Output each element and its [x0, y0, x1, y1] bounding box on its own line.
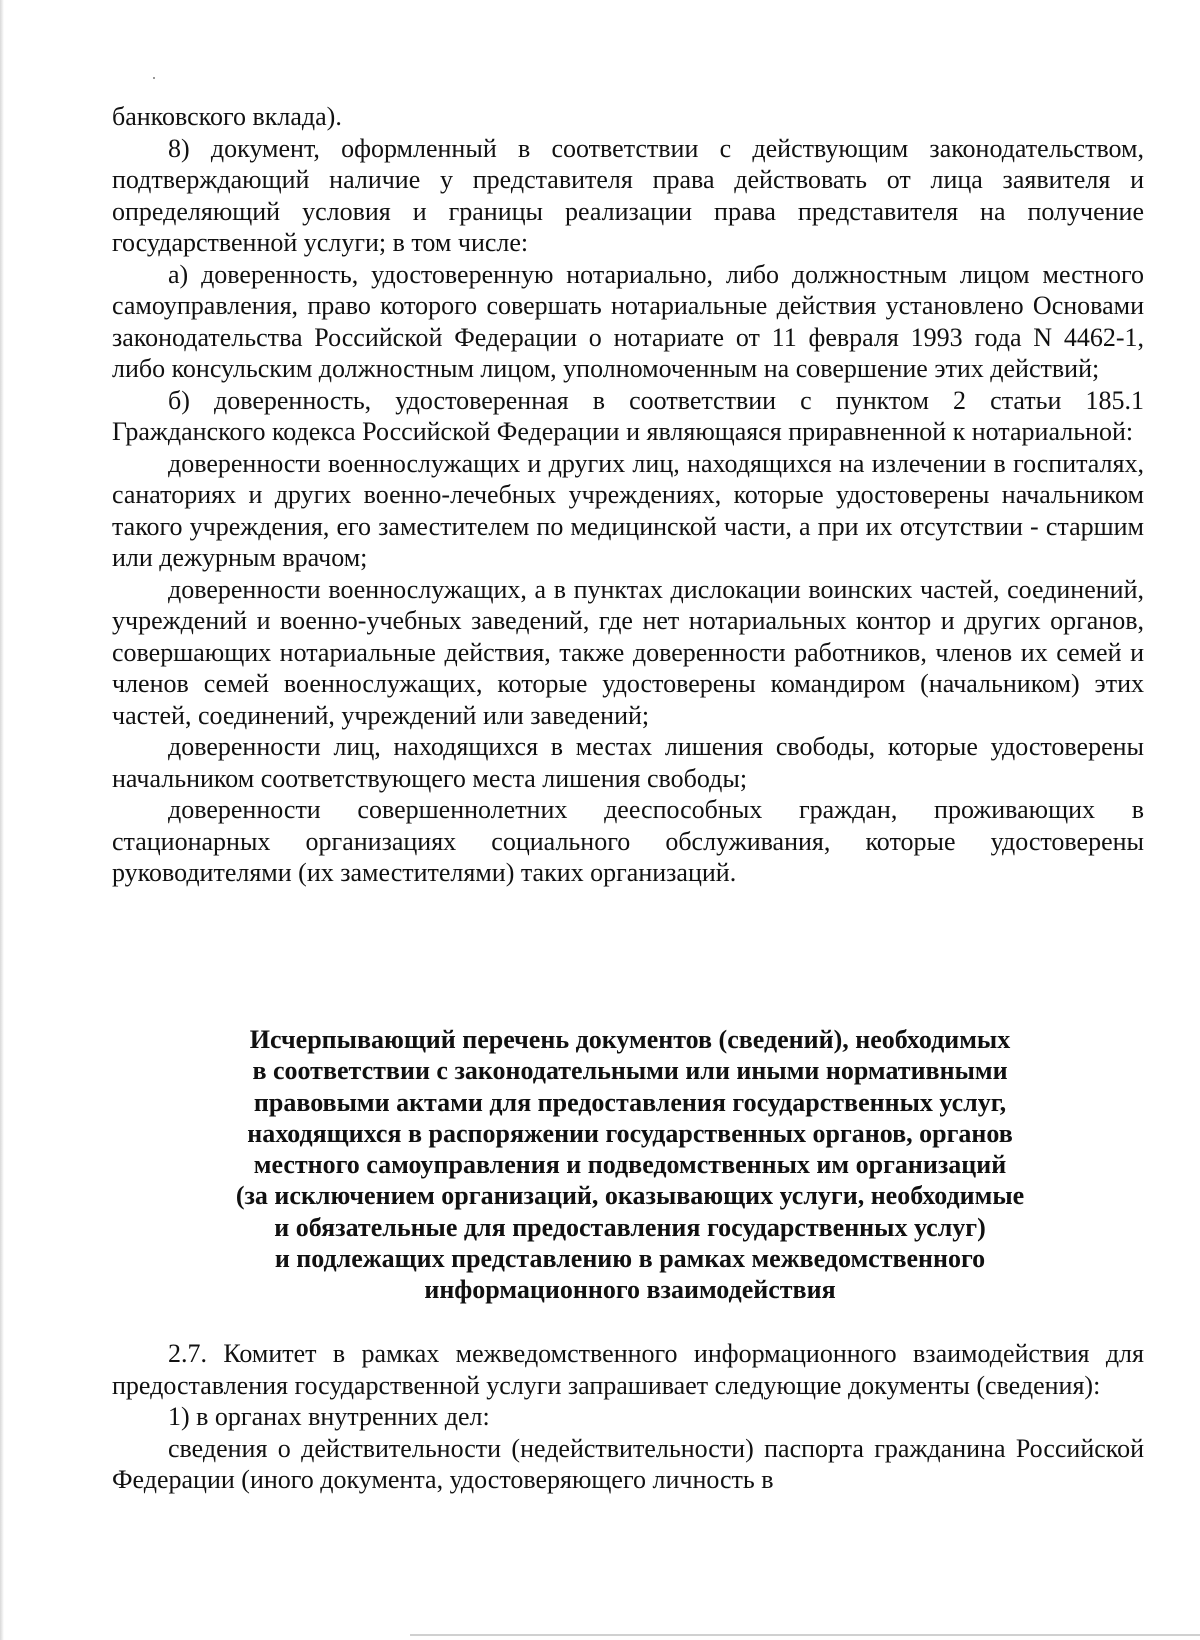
paragraph-interior-bodies: 1) в органах внутренних дел:	[168, 1402, 490, 1431]
heading-line: в соответствии с законодательными или иными нормативными	[252, 1056, 1008, 1086]
paragraph-social-service-powers: доверенности совершеннолетних дееспособных граждан, проживающих в стационарных организациях социального обслуживания, которые удостоверены руководителями (их заместителями) таких организаций.	[112, 795, 1144, 887]
scan-left-edge	[0, 0, 4, 1640]
heading-line: Исчерпывающий перечень документов (сведений), необходимых	[249, 1025, 1011, 1054]
heading-line: и обязательные для предоставления государственных услуг)	[274, 1212, 986, 1242]
heading-line: информационного взаимодействия	[424, 1275, 836, 1305]
paragraph-passport-validity: сведения о действительности (недействительности) паспорта гражданина Российской Федерации (иного документа, удостоверяющего личность в	[112, 1433, 1144, 1494]
paragraph-hospital-powers: доверенности военнослужащих и других лиц, находящихся на излечении в госпиталях, санаториях и других военно-лечебных учреждениях, которые удостоверены начальником такого учреждения, его заместителем по медицинской части, а при их отсутствии - старшим или дежурным врачом;	[112, 448, 1144, 572]
paragraph-item-a: а) доверенность, удостоверенную нотариально, либо должностным лицом местного самоуправления, право которого совершать нотариальные действия установлено Основами законодательства Российской Федерации о нотариате от 11 февраля 1993 года N 4462-1, либо консульским должностным лицом, уполномоченным на совершение этих действий;	[112, 259, 1144, 383]
paragraph-2-7: 2.7. Комитет в рамках межведомственного информационного взаимодействия для предоставления государственной услуги запрашивает следующие документы (сведения):	[112, 1339, 1144, 1400]
paragraph-item-8: 8) документ, оформленный в соответствии с действующим законодательством, подтверждающий наличие у представителя права действовать от лица заявителя и определяющий условия и границы реализации права представителя на получение государственной услуги; в том числе:	[112, 133, 1144, 257]
paragraph-military-powers: доверенности военнослужащих, а в пунктах дислокации воинских частей, соединений, учреждений и военно-учебных заведений, где нет нотариальных контор и других органов, совершающих нотариальные действия, также доверенности работников, членов их семей и членов семей военнослужащих, которые удостоверены командиром (начальником) этих частей, соединений, учреждений или заведений;	[112, 574, 1144, 730]
heading-line: правовыми актами для предоставления государственных услуг,	[253, 1087, 1007, 1117]
paragraph-prison-powers: доверенности лиц, находящихся в местах лишения свободы, которые удостоверены начальником соответствующего места лишения свободы;	[112, 732, 1144, 793]
scan-speck	[153, 77, 155, 79]
lower-text-section	[112, 1338, 1144, 1496]
scan-bottom-edge	[410, 1634, 1200, 1636]
heading-line: находящихся в распоряжении государственных органов, органов	[247, 1118, 1013, 1148]
heading-line: (за исключением организаций, оказывающих услуги, необходимые	[235, 1181, 1025, 1211]
heading-line: местного самоуправления и подведомственных им организаций	[253, 1150, 1007, 1180]
paragraph-item-b: б) доверенность, удостоверенная в соответствии с пунктом 2 статьи 185.1 Гражданского кодекса Российской Федерации и являющаяся приравненной к нотариальной:	[112, 385, 1144, 446]
heading-line: и подлежащих представлению в рамках межведомственного	[274, 1244, 986, 1274]
paragraph-continuation: банковского вклада).	[112, 102, 342, 131]
upper-text-section	[112, 101, 1144, 889]
section-heading	[150, 1024, 1110, 1306]
